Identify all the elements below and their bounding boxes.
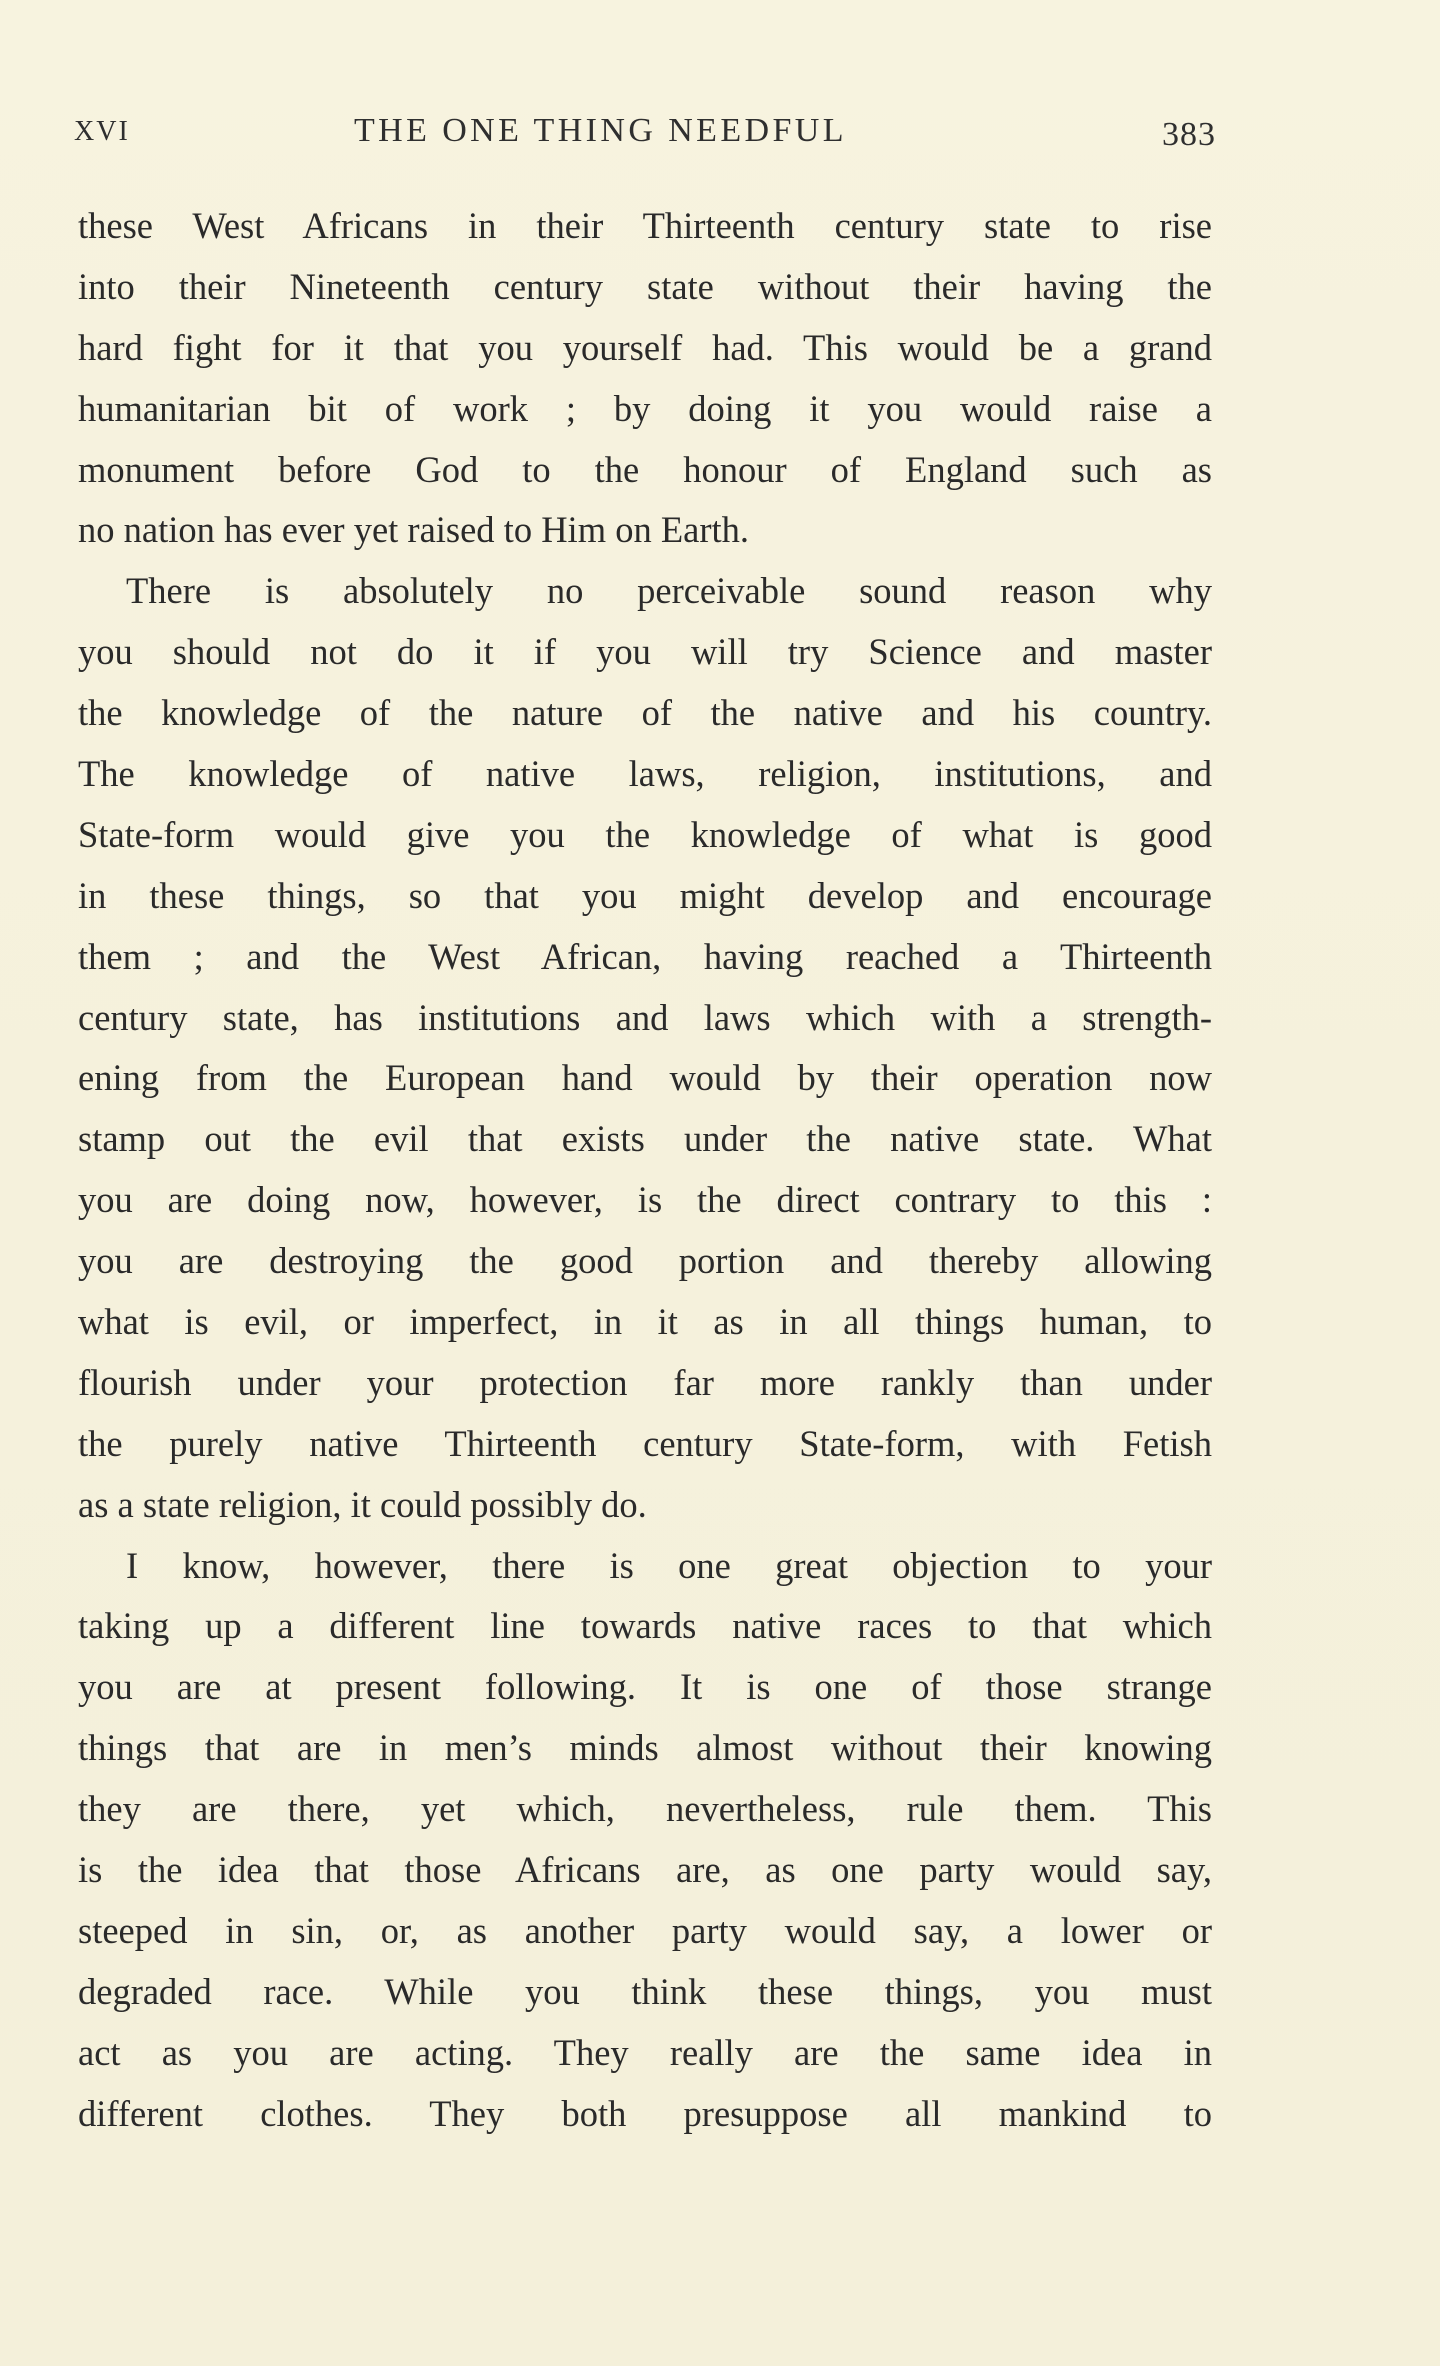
- text-line: you are destroying the good portion and thereby allowing: [78, 1240, 1212, 1282]
- text-line: State-form would give you the knowledge of what is good: [78, 813, 1212, 855]
- text-line: in these things, so that you might develop and encourage: [78, 874, 1212, 916]
- text-line: flourish under your protection far more rankly than under: [78, 1361, 1212, 1403]
- text-line: different clothes. They both presuppose all mankind to: [78, 2092, 1212, 2134]
- chapter-numeral: XVI: [74, 116, 130, 147]
- text-line: stamp out the evil that exists under the native state. What: [78, 1118, 1212, 1160]
- text-line: the purely native Thirteenth century State-form, with Fetish: [78, 1422, 1212, 1464]
- text-line: you should not do it if you will try Science and master: [78, 631, 1212, 673]
- text-line: The knowledge of native laws, religion, institutions, and: [78, 753, 1212, 795]
- page-number: 383: [1162, 116, 1216, 153]
- text-line: degraded race. While you think these things, you must: [78, 1970, 1212, 2012]
- running-title: THE ONE THING NEEDFUL: [354, 112, 847, 149]
- text-line: you are doing now, however, is the direct contrary to this :: [78, 1179, 1212, 1221]
- text-line: monument before God to the honour of England such as: [78, 448, 1212, 490]
- text-line: no nation has ever yet raised to Him on Earth.: [78, 509, 750, 551]
- text-line: into their Nineteenth century state without their having the: [78, 265, 1212, 307]
- text-line: is the idea that those Africans are, as one party would say,: [78, 1849, 1212, 1891]
- text-line: steeped in sin, or, as another party would say, a lower or: [78, 1909, 1212, 1951]
- paragraph-first-line: I know, however, there is one great objection to your: [126, 1544, 1212, 1586]
- running-head: [74, 112, 1216, 162]
- paragraph-first-line: There is absolutely no perceivable sound reason why: [126, 570, 1212, 612]
- text-line: humanitarian bit of work ; by doing it you would raise a: [78, 387, 1212, 429]
- text-line: century state, has institutions and laws which with a strength-: [78, 996, 1212, 1038]
- text-line: these West Africans in their Thirteenth century state to rise: [78, 205, 1212, 246]
- body-text: [78, 196, 1212, 2145]
- text-line: them ; and the West African, having reached a Thirteenth: [78, 935, 1212, 977]
- text-line: act as you are acting. They really are the same idea in: [78, 2031, 1212, 2073]
- text-line: the knowledge of the nature of the native and his country.: [78, 692, 1212, 734]
- text-line: things that are in men’s minds almost without their knowing: [78, 1727, 1212, 1769]
- text-line: you are at present following. It is one of those strange: [78, 1666, 1212, 1708]
- text-line: they are there, yet which, nevertheless, rule them. This: [78, 1788, 1212, 1830]
- text-line: taking up a different line towards native races to that which: [78, 1605, 1212, 1647]
- text-line: hard fight for it that you yourself had. This would be a grand: [78, 326, 1212, 368]
- text-line: what is evil, or imperfect, in it as in all things human, to: [78, 1301, 1212, 1343]
- text-line: as a state religion, it could possibly do.: [78, 1483, 647, 1525]
- text-line: ening from the European hand would by their operation now: [78, 1057, 1212, 1099]
